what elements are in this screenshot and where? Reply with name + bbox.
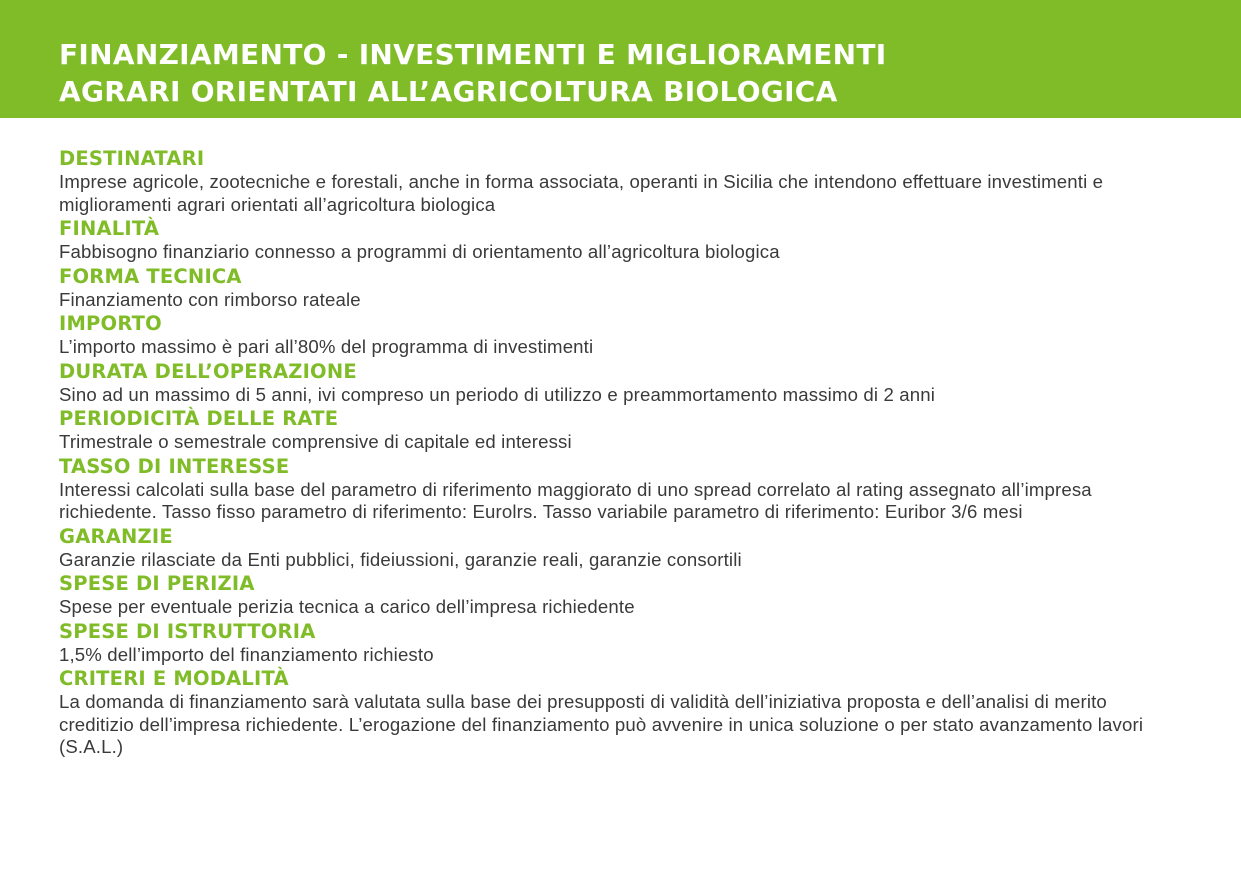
section-heading: FORMA TECNICA	[59, 264, 242, 288]
section-heading: SPESE DI PERIZIA	[59, 572, 255, 595]
section-text: 1,5% dell’importo del finanziamento richiesto	[59, 643, 434, 665]
section-spese-perizia	[59, 572, 1187, 619]
section-heading: PERIODICITÀ DELLE RATE	[59, 407, 339, 430]
section-importo	[59, 312, 1187, 359]
section-tasso	[59, 455, 1187, 524]
section-text: Spese per eventuale perizia tecnica a carico dell’impresa richiedente	[59, 596, 635, 617]
section-heading: FINALITÀ	[59, 217, 160, 240]
section-garanzie	[59, 525, 1187, 572]
content-body	[59, 147, 1187, 760]
page-title-line-1: FINANZIAMENTO - INVESTIMENTI E MIGLIORAMENTI	[59, 38, 887, 71]
section-text: Sino ad un massimo di 5 anni, ivi compreso un periodo di utilizzo e preammortamento massimo di 2 anni	[59, 383, 936, 405]
section-text: Imprese agricole, zootecniche e forestali, anche in forma associata, operanti in Sicilia che intendono effettuare investimenti e miglioramenti agrari orientati all’agricoltura biologica	[59, 171, 1104, 215]
section-heading: DURATA DELL’OPERAZIONE	[59, 359, 357, 383]
section-criteri	[59, 667, 1187, 759]
header-banner	[0, 0, 1241, 118]
section-heading: IMPORTO	[59, 312, 162, 335]
section-text: Interessi calcolati sulla base del parametro di riferimento maggiorato di uno spread correlato al rating assegnato all’impresa richiedente. Tasso fisso parametro di riferimento: Eurolrs. Tasso variabile parametro di riferimento: Euribor 3/6 mesi	[59, 478, 1092, 522]
section-text: La domanda di finanziamento sarà valutata sulla base dei presupposti di validità dell’iniziativa proposta e dell’analisi di merito creditizio dell’impresa richiedente. L’erogazione del finanziamento può avvenire in unica soluzione o per stato avanzamento lavori (S.A.L.)	[59, 691, 1144, 757]
section-finalita	[59, 217, 1187, 264]
section-text: Trimestrale o semestrale comprensive di capitale ed interessi	[59, 431, 572, 452]
section-text: L’importo massimo è pari all’80% del programma di investimenti	[59, 336, 594, 357]
section-text: Finanziamento con rimborso rateale	[59, 288, 361, 310]
page-title-line-2: AGRARI ORIENTATI ALL’AGRICOLTURA BIOLOGICA	[59, 75, 838, 108]
section-heading: CRITERI E MODALITÀ	[59, 667, 289, 690]
section-spese-istruttoria	[59, 620, 1187, 667]
section-heading: DESTINATARI	[59, 147, 205, 170]
section-text: Fabbisogno finanziario connesso a programmi di orientamento all’agricoltura biologica	[59, 241, 780, 262]
section-text: Garanzie rilasciate da Enti pubblici, fideiussioni, garanzie reali, garanzie consortili	[59, 548, 742, 570]
section-destinatari	[59, 147, 1187, 216]
section-heading: SPESE DI ISTRUTTORIA	[59, 619, 316, 643]
section-forma-tecnica	[59, 265, 1187, 312]
section-heading: GARANZIE	[59, 524, 173, 548]
section-heading: TASSO DI INTERESSE	[59, 454, 290, 478]
section-durata	[59, 360, 1187, 407]
page-title	[59, 36, 1241, 110]
section-periodicita	[59, 407, 1187, 454]
